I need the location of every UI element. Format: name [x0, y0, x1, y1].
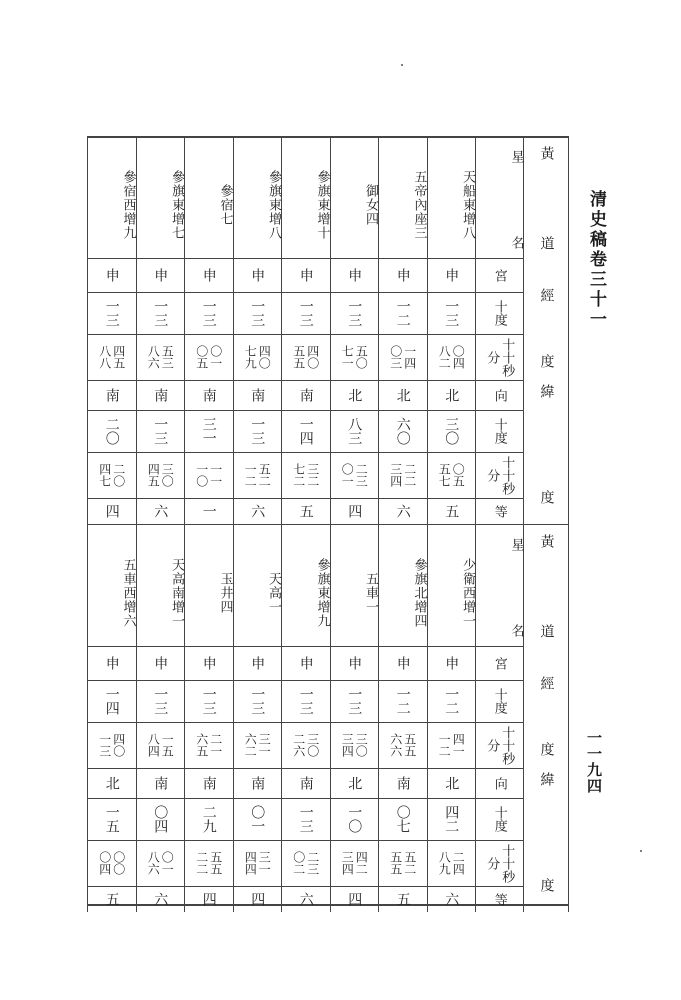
- header-latitude-char: 度: [538, 490, 555, 504]
- header-palace: 宮: [491, 656, 507, 670]
- star-name: 玉井四: [217, 572, 233, 614]
- tens-digits: 二三: [354, 463, 369, 487]
- magnitude-value: 六: [152, 504, 169, 518]
- units-digits: 二二: [194, 851, 209, 875]
- tens-digits: 五三: [160, 345, 175, 369]
- units-digits: 五七: [437, 463, 452, 487]
- magnitude-value: 四: [200, 892, 217, 906]
- tens-digits: 四一: [451, 733, 466, 757]
- magnitude-value: 五: [297, 504, 314, 518]
- units-digits: 三四: [340, 733, 355, 757]
- units-digits: 〇一: [340, 463, 355, 487]
- running-head: 清史稿卷三十一: [586, 190, 606, 330]
- latitude-min-sec: [330, 840, 379, 886]
- header-direction: 向: [491, 776, 507, 790]
- header-direction: 向: [491, 388, 507, 402]
- star-name: 五車一: [363, 572, 378, 614]
- tens-digits: 二〇: [111, 463, 126, 487]
- star-name: 參旗北增四: [411, 558, 427, 628]
- latitude-min-sec: [378, 452, 427, 498]
- units-digits: 六五: [194, 733, 209, 757]
- longitude-degree: 一三: [249, 299, 266, 327]
- units-digits: 三四: [388, 463, 403, 487]
- star-name: 參旗東增七: [169, 170, 184, 240]
- latitude-direction: 北: [103, 776, 120, 790]
- header-lat-deg: 十度: [491, 806, 507, 832]
- tens-digits: 五〇: [354, 345, 369, 369]
- magnitude-value: 六: [443, 892, 460, 906]
- units-digits: 〇五: [194, 345, 209, 369]
- tens-digits: 四〇: [257, 345, 272, 369]
- longitude-degree: 一三: [297, 299, 314, 327]
- longitude-min-sec: [281, 722, 330, 768]
- magnitude-value: 六: [152, 892, 169, 906]
- latitude-min-sec: [427, 452, 476, 498]
- units-digits: 七二: [291, 463, 306, 487]
- longitude-degree: 一三: [346, 299, 363, 327]
- tens-digits: 四五: [111, 345, 126, 369]
- tens-digits: 二一: [208, 733, 223, 757]
- longitude-min-sec: [184, 722, 233, 768]
- tens-digits: 五五: [402, 733, 417, 757]
- magnitude-value: 四: [249, 892, 266, 906]
- palace-value: 申: [443, 268, 460, 282]
- tens-digits: 五二: [257, 463, 272, 487]
- header-deg: 十度: [491, 688, 507, 714]
- magnitude-value: 六: [249, 504, 266, 518]
- latitude-degree: 六〇: [394, 417, 411, 445]
- latitude-min-sec: [184, 840, 233, 886]
- header-min-sec: 十十秒分: [484, 337, 515, 377]
- units-digits: 四四: [243, 851, 258, 875]
- tens-digits: 三一: [257, 733, 272, 757]
- longitude-degree: 一三: [103, 299, 120, 327]
- units-digits: 七一: [340, 345, 355, 369]
- tens-digits: 二四: [451, 851, 466, 875]
- tens-digits: 〇五: [451, 463, 466, 487]
- latitude-direction: 南: [394, 776, 411, 790]
- latitude-direction: 北: [394, 388, 411, 402]
- header-palace: 宮: [491, 268, 507, 282]
- latitude-degree: 二〇: [103, 417, 120, 445]
- latitude-degree: 〇四: [152, 805, 169, 833]
- rule-line: [568, 524, 569, 912]
- tens-digits: 二二: [402, 463, 417, 487]
- latitude-degree: 〇一: [249, 805, 266, 833]
- tens-digits: 一一: [208, 463, 223, 487]
- units-digits: 五五: [388, 851, 403, 875]
- header-latitude-char: 度: [538, 878, 555, 892]
- rule-line: [568, 136, 569, 524]
- longitude-degree: 一三: [200, 687, 217, 715]
- star-name: 天船東增八: [460, 170, 475, 240]
- latitude-min-sec: [330, 452, 379, 498]
- longitude-min-sec: [281, 334, 330, 380]
- tens-digits: 〇〇: [111, 851, 126, 875]
- header-longitude-char: 經: [538, 288, 555, 302]
- units-digits: 三四: [340, 851, 355, 875]
- header-longitude-char: 黃: [538, 534, 555, 548]
- latitude-degree: 一三: [249, 417, 266, 445]
- units-digits: 六二: [243, 733, 258, 757]
- tens-digits: 〇一: [208, 345, 223, 369]
- latitude-direction: 北: [443, 388, 460, 402]
- header-longitude-char: 道: [538, 624, 555, 638]
- header-longitude-char: 黃: [538, 146, 555, 160]
- latitude-direction: 南: [103, 388, 120, 402]
- units-digits: 〇四: [97, 851, 112, 875]
- latitude-direction: 北: [346, 776, 363, 790]
- palace-value: 申: [103, 656, 120, 670]
- tens-digits: 四〇: [111, 733, 126, 757]
- palace-value: 申: [152, 656, 169, 670]
- latitude-degree: 四二: [443, 805, 460, 833]
- tens-digits: 〇四: [451, 345, 466, 369]
- latitude-direction: 北: [443, 776, 460, 790]
- latitude-min-sec: [233, 840, 282, 886]
- latitude-degree: 一〇: [346, 805, 363, 833]
- magnitude-value: 四: [103, 504, 120, 518]
- units-digits: 四五: [146, 463, 161, 487]
- units-digits: 八六: [146, 851, 161, 875]
- palace-value: 申: [200, 656, 217, 670]
- header-lat-deg: 十度: [491, 418, 507, 444]
- latitude-degree: 一三: [152, 417, 169, 445]
- tens-digits: 三〇: [354, 733, 369, 757]
- longitude-degree: 一三: [152, 299, 169, 327]
- units-digits: 八八: [97, 345, 112, 369]
- longitude-min-sec: [378, 334, 427, 380]
- longitude-min-sec: [427, 722, 476, 768]
- latitude-direction: 南: [297, 388, 314, 402]
- tens-digits: 三〇: [305, 733, 320, 757]
- longitude-min-sec: [330, 722, 379, 768]
- latitude-min-sec: [136, 452, 185, 498]
- star-name: 參宿西增九: [120, 170, 136, 240]
- palace-value: 申: [297, 656, 314, 670]
- units-digits: 六六: [388, 733, 403, 757]
- latitude-degree: 八三: [346, 417, 363, 445]
- star-name: 少衛西增一: [460, 558, 475, 628]
- tens-digits: 一五: [160, 733, 175, 757]
- palace-value: 申: [200, 268, 217, 282]
- units-digits: 八六: [146, 345, 161, 369]
- tens-digits: 三〇: [160, 463, 175, 487]
- tens-digits: 五五: [208, 851, 223, 875]
- tens-digits: 一四: [402, 345, 417, 369]
- units-digits: 一二: [437, 733, 452, 757]
- magnitude-value: 六: [394, 504, 411, 518]
- latitude-degree: 一五: [103, 805, 120, 833]
- longitude-degree: 一二: [394, 299, 411, 327]
- latitude-min-sec: [281, 840, 330, 886]
- header-longitude-char: 度: [538, 354, 555, 368]
- latitude-direction: 南: [152, 776, 169, 790]
- palace-value: 申: [103, 268, 120, 282]
- longitude-min-sec: [330, 334, 379, 380]
- star-name: 參宿七: [217, 184, 233, 226]
- latitude-min-sec: [281, 452, 330, 498]
- palace-value: 申: [152, 268, 169, 282]
- units-digits: 八九: [437, 851, 452, 875]
- magnitude-value: 五: [394, 892, 411, 906]
- magnitude-value: 四: [346, 504, 363, 518]
- palace-value: 申: [394, 268, 411, 282]
- latitude-degree: 一四: [297, 417, 314, 445]
- longitude-min-sec: [136, 722, 185, 768]
- star-name: 參旗東增九: [314, 558, 330, 628]
- star-name: 參旗東增十: [314, 170, 330, 240]
- latitude-min-sec: [136, 840, 185, 886]
- latitude-direction: 南: [200, 776, 217, 790]
- header-longitude-char: 度: [538, 742, 555, 756]
- longitude-degree: 一三: [297, 687, 314, 715]
- longitude-min-sec: [233, 334, 282, 380]
- header-deg: 十度: [491, 300, 507, 326]
- units-digits: 八二: [437, 345, 452, 369]
- tens-digits: 五二: [402, 851, 417, 875]
- latitude-degree: 〇七: [394, 805, 411, 833]
- palace-value: 申: [346, 656, 363, 670]
- units-digits: 八四: [146, 733, 161, 757]
- palace-value: 申: [394, 656, 411, 670]
- tens-digits: 〇一: [160, 851, 175, 875]
- latitude-min-sec: [233, 452, 282, 498]
- longitude-degree: 一四: [103, 687, 120, 715]
- header-min-sec: 十十秒分: [484, 725, 515, 765]
- latitude-min-sec: [87, 452, 136, 498]
- header-star-label: 星: [508, 537, 524, 551]
- magnitude-value: 一: [200, 504, 217, 518]
- header-magnitude: 等: [491, 892, 507, 906]
- latitude-degree: 三〇: [443, 417, 460, 445]
- latitude-degree: 二九: [200, 805, 217, 833]
- header-magnitude: 等: [491, 504, 507, 518]
- magnitude-value: 六: [297, 892, 314, 906]
- palace-value: 申: [249, 656, 266, 670]
- longitude-degree: 一三: [346, 687, 363, 715]
- latitude-min-sec: [427, 840, 476, 886]
- magnitude-value: 四: [346, 892, 363, 906]
- latitude-direction: 南: [249, 388, 266, 402]
- units-digits: 二六: [291, 733, 306, 757]
- longitude-min-sec: [136, 334, 185, 380]
- latitude-direction: 北: [346, 388, 363, 402]
- star-name: 天高南增一: [169, 558, 184, 628]
- units-digits: 〇三: [388, 345, 403, 369]
- longitude-min-sec: [378, 722, 427, 768]
- header-longitude-char: 道: [538, 236, 555, 250]
- longitude-degree: 一二: [443, 687, 460, 715]
- header-lat-min_sec: 十十秒分: [484, 455, 515, 495]
- magnitude-value: 五: [103, 892, 120, 906]
- header-name-label: 名: [508, 235, 524, 249]
- page-number: 一一九四: [585, 730, 603, 794]
- header-latitude-char: 緯: [538, 772, 555, 786]
- longitude-degree: 一三: [443, 299, 460, 327]
- header-latitude-char: 緯: [538, 384, 555, 398]
- tens-digits: 四〇: [305, 345, 320, 369]
- star-name: 參旗東增八: [266, 170, 281, 240]
- longitude-degree: 一三: [200, 299, 217, 327]
- latitude-direction: 南: [249, 776, 266, 790]
- star-name: 五車西增六: [120, 558, 136, 628]
- scan-speck: [401, 64, 403, 66]
- longitude-min-sec: [233, 722, 282, 768]
- palace-value: 申: [249, 268, 266, 282]
- latitude-degree: 三一: [200, 417, 217, 445]
- longitude-degree: 一三: [249, 687, 266, 715]
- header-name-label: 名: [508, 623, 524, 637]
- units-digits: 〇二: [291, 851, 306, 875]
- units-digits: 七九: [243, 345, 258, 369]
- star-catalogue-table: [87, 136, 569, 906]
- star-name: 御女四: [363, 184, 378, 226]
- header-star-label: 星: [508, 149, 524, 163]
- latitude-direction: 南: [297, 776, 314, 790]
- magnitude-value: 五: [443, 504, 460, 518]
- latitude-direction: 南: [200, 388, 217, 402]
- latitude-min-sec: [184, 452, 233, 498]
- longitude-degree: 一三: [152, 687, 169, 715]
- units-digits: 五五: [291, 345, 306, 369]
- latitude-direction: 南: [152, 388, 169, 402]
- longitude-min-sec: [87, 334, 136, 380]
- longitude-min-sec: [87, 722, 136, 768]
- tens-digits: 四二: [354, 851, 369, 875]
- scan-speck: [640, 850, 642, 852]
- star-name: 天高一: [266, 572, 281, 614]
- units-digits: 一二: [243, 463, 258, 487]
- latitude-degree: 一三: [297, 805, 314, 833]
- units-digits: 一〇: [194, 463, 209, 487]
- units-digits: 一三: [97, 733, 112, 757]
- palace-value: 申: [297, 268, 314, 282]
- tens-digits: 二三: [305, 851, 320, 875]
- header-longitude-char: 經: [538, 676, 555, 690]
- units-digits: 四七: [97, 463, 112, 487]
- latitude-min-sec: [87, 840, 136, 886]
- palace-value: 申: [346, 268, 363, 282]
- tens-digits: 三一: [257, 851, 272, 875]
- header-lat-min_sec: 十十秒分: [484, 843, 515, 883]
- longitude-min-sec: [427, 334, 476, 380]
- longitude-degree: 一二: [394, 687, 411, 715]
- longitude-min-sec: [184, 334, 233, 380]
- tens-digits: 三二: [305, 463, 320, 487]
- star-name: 五帝內座三: [411, 170, 427, 240]
- latitude-min-sec: [378, 840, 427, 886]
- palace-value: 申: [443, 656, 460, 670]
